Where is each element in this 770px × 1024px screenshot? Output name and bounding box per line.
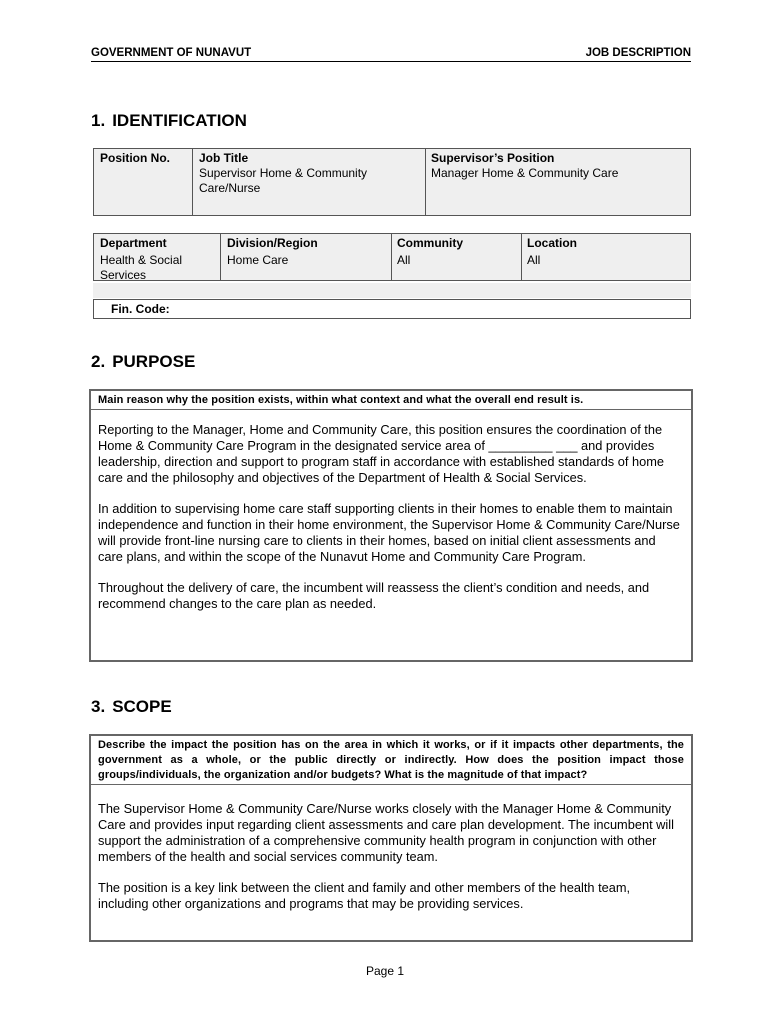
header-document-type: JOB DESCRIPTION xyxy=(585,47,691,59)
identification-table-1 xyxy=(93,148,691,216)
community-label: Community xyxy=(397,236,463,250)
scope-paragraph: The Supervisor Home & Community Care/Nurse works closely with the Manager Home & Community Care and provides input regarding client assessments and care plan development. The incumbent will support the administration of a comprehensive community health program in conjunction with other members of the health and social services community team. xyxy=(98,801,674,864)
department-value: Health & Social Services xyxy=(100,253,183,282)
fin-code-label: Fin. Code: xyxy=(111,302,170,316)
page-number: Page 1 xyxy=(365,964,405,978)
page-header xyxy=(91,47,691,62)
division-value: Home Care xyxy=(227,253,289,267)
supervisor-cell xyxy=(425,149,690,215)
fin-code-row xyxy=(93,299,691,319)
section-number: 1. xyxy=(91,111,106,130)
scope-prompt: Describe the impact the position has on the area in which it works, or if it impacts other departments, the government as a whole, or the public directly or indirectly. How does the position impact those groups/individuals, the organization and/or budgets? What is the magnitude of that impact? xyxy=(91,736,691,785)
department-label: Department xyxy=(100,236,167,250)
purpose-body xyxy=(91,410,691,622)
identification-table-2 xyxy=(93,233,691,281)
community-value: All xyxy=(397,253,411,267)
scope-body xyxy=(91,785,691,922)
section-title-text: IDENTIFICATION xyxy=(112,111,247,130)
supervisor-value: Manager Home & Community Care xyxy=(431,166,619,180)
purpose-box xyxy=(89,389,693,662)
section-number: 3. xyxy=(91,697,106,716)
department-cell xyxy=(94,234,221,280)
section-title-text: PURPOSE xyxy=(112,352,196,371)
job-title-value: Supervisor Home & Community Care/Nurse xyxy=(199,166,368,195)
section-number: 2. xyxy=(91,352,106,371)
location-label: Location xyxy=(527,236,577,250)
job-title-cell xyxy=(193,149,425,215)
section-title-text: SCOPE xyxy=(112,697,172,716)
supervisor-label: Supervisor’s Position xyxy=(431,151,555,165)
location-cell xyxy=(521,234,690,280)
purpose-paragraph: In addition to supervising home care staff supporting clients in their homes to enable them to maintain independence and function in their home environment, the Supervisor Home & Community Care/Nurse will provide front-line nursing care to clients in their homes, based on initial client assessments and care plans, and within the scope of the Nunavut Home and Community Care Program. xyxy=(98,501,680,564)
purpose-paragraph: Reporting to the Manager, Home and Community Care, this position ensures the coordination of the Home & Community Care Program in the designated service area of _________ ___ and provides leadership, direction and support to program staff in accordance with established standards of home care and the philosophy and objectives of the Department of Health & Social Services. xyxy=(98,422,664,485)
purpose-paragraph: Throughout the delivery of care, the incumbent will reassess the client’s condition and needs, and recommend changes to the care plan as needed. xyxy=(98,580,650,611)
section-title-purpose xyxy=(91,352,195,372)
position-no-label: Position No. xyxy=(100,151,170,165)
section-title-scope xyxy=(91,697,172,717)
scope-paragraph: The position is a key link between the client and family and other members of the health team, including other organizations and programs that may be providing services. xyxy=(98,880,631,911)
location-value: All xyxy=(527,253,541,267)
division-cell xyxy=(221,234,391,280)
purpose-prompt: Main reason why the position exists, within what context and what the overall end result is. xyxy=(91,391,691,410)
shaded-spacer xyxy=(93,283,691,298)
header-organization: GOVERNMENT OF NUNAVUT xyxy=(91,47,252,59)
job-title-label: Job Title xyxy=(199,151,249,165)
division-label: Division/Region xyxy=(227,236,318,250)
community-cell xyxy=(391,234,521,280)
position-no-cell xyxy=(94,149,193,215)
section-title-identification xyxy=(91,111,247,131)
scope-box xyxy=(89,734,693,942)
